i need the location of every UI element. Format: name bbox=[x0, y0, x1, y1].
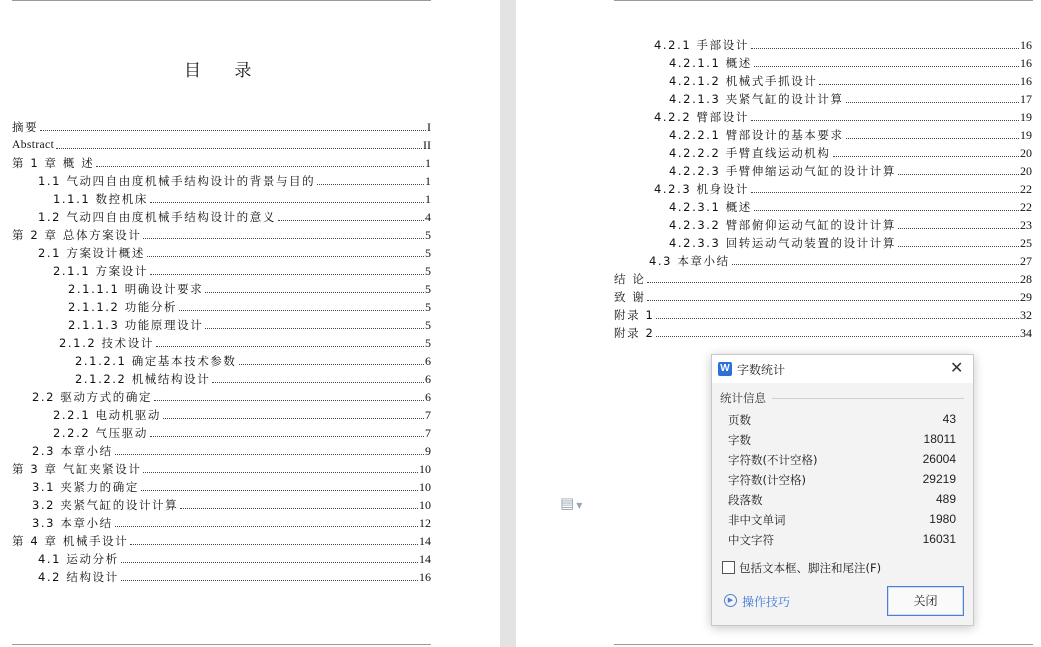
toc-page-number: 6 bbox=[425, 372, 431, 386]
toc-entry[interactable] bbox=[669, 89, 1032, 106]
toc-leader-dots bbox=[180, 508, 418, 509]
toc-entry[interactable] bbox=[68, 279, 431, 296]
toc-entry-text: 2.3 本章小结 bbox=[32, 444, 113, 458]
stat-value: 489 bbox=[935, 492, 956, 506]
toc-entry[interactable] bbox=[12, 531, 431, 548]
toc-entry-text: 4.2.2.2 手臂直线运动机构 bbox=[669, 146, 831, 160]
toc-entry[interactable] bbox=[32, 495, 431, 512]
toc-entry-text: 第 1 章 概 述 bbox=[12, 156, 95, 170]
stat-row bbox=[728, 432, 956, 450]
toc-leader-dots bbox=[143, 238, 424, 239]
toc-entry[interactable] bbox=[32, 513, 431, 530]
toc-page-number: 32 bbox=[1020, 308, 1032, 322]
toc-leader-dots bbox=[163, 418, 424, 419]
toc-page-number: 17 bbox=[1020, 92, 1032, 106]
toc-page-number: 6 bbox=[425, 354, 431, 368]
toc-entry[interactable] bbox=[649, 251, 1032, 268]
toc-page-number: 19 bbox=[1020, 110, 1032, 124]
toc-entry-text: 2.1.2 技术设计 bbox=[59, 336, 154, 350]
toc-leader-dots bbox=[846, 138, 1019, 139]
stat-label: 页数 bbox=[728, 413, 751, 427]
toc-leader-dots bbox=[751, 48, 1019, 49]
toc-entry-text: 4.2.1 手部设计 bbox=[654, 38, 749, 52]
toc-page-number: 14 bbox=[419, 552, 431, 566]
toc-page-number: 1 bbox=[425, 156, 431, 170]
toc-entry[interactable] bbox=[53, 405, 431, 422]
close-icon[interactable]: ✕ bbox=[950, 358, 964, 377]
toc-entry[interactable] bbox=[669, 161, 1032, 178]
toc-page-number: 1 bbox=[425, 174, 431, 188]
toc-leader-dots bbox=[819, 84, 1019, 85]
toc-entry[interactable] bbox=[614, 287, 1032, 304]
toc-entry[interactable] bbox=[53, 423, 431, 440]
toc-page-number: 5 bbox=[425, 228, 431, 242]
toc-entry-text: 4.2.3.2 臂部俯仰运动气缸的设计计算 bbox=[669, 218, 896, 232]
toc-entry[interactable] bbox=[75, 351, 431, 368]
toc-page-number: 9 bbox=[425, 444, 431, 458]
stat-label: 字符数(计空格) bbox=[728, 473, 806, 487]
toc-leader-dots bbox=[239, 364, 425, 365]
toc-entry[interactable] bbox=[654, 179, 1032, 196]
toc-page-number: 7 bbox=[425, 408, 431, 422]
toc-entry-text: 3.2 夹紧气缸的设计计算 bbox=[32, 498, 179, 512]
dialog-titlebar bbox=[712, 355, 973, 383]
toc-leader-dots bbox=[150, 274, 424, 275]
toc-entry[interactable] bbox=[38, 243, 431, 260]
toc-leader-dots bbox=[143, 472, 418, 473]
toc-entry-text: 4.2.2 臂部设计 bbox=[654, 110, 749, 124]
stat-label: 字符数(不计空格) bbox=[728, 453, 818, 467]
toc-page-number: 14 bbox=[419, 534, 431, 548]
stat-label: 中文字符 bbox=[728, 533, 774, 547]
toc-leader-dots bbox=[115, 526, 418, 527]
toc-leader-dots bbox=[150, 436, 424, 437]
toc-page-number: 5 bbox=[425, 282, 431, 296]
play-circle-icon[interactable]: ▶ bbox=[724, 594, 737, 607]
stat-value: 26004 bbox=[922, 452, 956, 466]
toc-leader-dots bbox=[656, 318, 1019, 319]
toc-page-number: 6 bbox=[425, 390, 431, 404]
toc-leader-dots bbox=[732, 264, 1019, 265]
toc-leader-dots bbox=[154, 400, 424, 401]
stat-value: 29219 bbox=[922, 472, 956, 486]
stat-row bbox=[728, 532, 956, 550]
toc-entry[interactable] bbox=[53, 261, 431, 278]
toc-page-number: 16 bbox=[1020, 74, 1032, 88]
toc-page-number: 7 bbox=[425, 426, 431, 440]
toc-leader-dots bbox=[754, 66, 1019, 67]
toc-page-number: 22 bbox=[1020, 200, 1032, 214]
toc-entry[interactable] bbox=[12, 459, 431, 476]
page-bottom-border bbox=[614, 644, 1033, 645]
toc-leader-dots bbox=[898, 174, 1019, 175]
toc-page-number: 20 bbox=[1020, 146, 1032, 160]
toc-leader-dots bbox=[278, 220, 424, 221]
toc-page-number: 10 bbox=[419, 462, 431, 476]
toc-page-number: 28 bbox=[1020, 272, 1032, 286]
toc-leader-dots bbox=[656, 336, 1019, 337]
page-top-border bbox=[614, 0, 1033, 1]
section-divider bbox=[772, 398, 964, 399]
toc-leader-dots bbox=[179, 310, 424, 311]
stat-label: 段落数 bbox=[728, 493, 763, 507]
toc-entry[interactable] bbox=[32, 441, 431, 458]
toc-entry-text: 第 4 章 机械手设计 bbox=[12, 534, 129, 548]
toc-leader-dots bbox=[150, 202, 424, 203]
stat-label: 字数 bbox=[728, 433, 751, 447]
toc-entry[interactable] bbox=[38, 567, 431, 584]
toc-leader-dots bbox=[647, 300, 1019, 301]
toc-entry-text: 4.2.1.3 夹紧气缸的设计计算 bbox=[669, 92, 844, 106]
toc-leader-dots bbox=[751, 192, 1019, 193]
toc-entry-text: 4.1 运动分析 bbox=[38, 552, 119, 566]
toc-leader-dots bbox=[141, 490, 418, 491]
toc-page-number: 5 bbox=[425, 300, 431, 314]
section-label: 统计信息 bbox=[720, 391, 766, 405]
toc-leader-dots bbox=[121, 580, 418, 581]
tips-link[interactable]: 操作技巧 bbox=[742, 595, 791, 609]
toc-entry[interactable] bbox=[32, 387, 431, 404]
toc-leader-dots bbox=[751, 120, 1019, 121]
page-top-border bbox=[12, 0, 431, 1]
toc-leader-dots bbox=[40, 130, 426, 131]
toc-page-number: 1 bbox=[425, 192, 431, 206]
toc-entry[interactable] bbox=[669, 125, 1032, 142]
toc-entry-text: 2.1.1.1 明确设计要求 bbox=[68, 282, 204, 296]
toc-page-number: 10 bbox=[419, 480, 431, 494]
toc-leader-dots bbox=[96, 166, 424, 167]
toc-entry-text: 2.1.1.3 功能原理设计 bbox=[68, 318, 204, 332]
toc-page-number: 4 bbox=[425, 210, 431, 224]
toc-entry[interactable] bbox=[75, 369, 431, 386]
stat-label: 非中文单词 bbox=[728, 513, 786, 527]
stat-row bbox=[728, 492, 956, 510]
toc-entry[interactable] bbox=[669, 143, 1032, 160]
toc-entry[interactable] bbox=[614, 269, 1032, 286]
toc-leader-dots bbox=[147, 256, 424, 257]
stat-value: 43 bbox=[942, 412, 956, 426]
toc-entry-text: 4.2.2.1 臂部设计的基本要求 bbox=[669, 128, 844, 142]
chevron-down-icon: ▼ bbox=[576, 501, 583, 510]
toc-page-number: 22 bbox=[1020, 182, 1032, 196]
toc-entry-text: 4.2 结构设计 bbox=[38, 570, 119, 584]
toc-leader-dots bbox=[205, 328, 424, 329]
toc-entry[interactable] bbox=[669, 233, 1032, 250]
toc-entry-text: 3.3 本章小结 bbox=[32, 516, 113, 530]
toc-entry-text: 附录 1 bbox=[614, 308, 655, 322]
toc-entry-text: 2.2.1 电动机驱动 bbox=[53, 408, 162, 422]
close-button[interactable]: 关闭 bbox=[887, 586, 964, 616]
stat-row bbox=[728, 512, 956, 530]
toc-entry-text: 2.1.1.2 功能分析 bbox=[68, 300, 178, 314]
toc-leader-dots bbox=[121, 562, 418, 563]
toc-entry-text: 第 3 章 气缸夹紧设计 bbox=[12, 462, 142, 476]
toc-leader-dots bbox=[317, 184, 424, 185]
toc-leader-dots bbox=[156, 346, 424, 347]
toc-entry-text: 2.2.2 气压驱动 bbox=[53, 426, 148, 440]
toc-entry[interactable] bbox=[669, 53, 1032, 70]
toc-entry[interactable] bbox=[654, 107, 1032, 124]
toc-entry-text: 致 谢 bbox=[614, 290, 646, 304]
toc-entry-text: 2.1.1 方案设计 bbox=[53, 264, 148, 278]
page-gap bbox=[500, 0, 516, 647]
toc-entry[interactable] bbox=[614, 305, 1032, 322]
toc-entry-text: 4.3 本章小结 bbox=[649, 254, 730, 268]
toc-page-number: 29 bbox=[1020, 290, 1032, 304]
stat-row bbox=[728, 412, 956, 430]
toc-leader-dots bbox=[846, 102, 1019, 103]
toc-leader-dots bbox=[56, 148, 422, 149]
toc-entry[interactable] bbox=[614, 323, 1032, 340]
toc-entry[interactable] bbox=[32, 477, 431, 494]
toc-entry[interactable] bbox=[68, 315, 431, 332]
toc-entry-text: 2.1 方案设计概述 bbox=[38, 246, 145, 260]
stat-value: 1980 bbox=[929, 512, 956, 526]
toc-entry-text: 2.1.2.1 确定基本技术参数 bbox=[75, 354, 237, 368]
stat-value: 16031 bbox=[922, 532, 956, 546]
toc-entry-text: 第 2 章 总体方案设计 bbox=[12, 228, 142, 242]
dialog-title: 字数统计 bbox=[737, 363, 786, 377]
toc-page-number: II bbox=[423, 138, 431, 152]
toc-leader-dots bbox=[647, 282, 1019, 283]
toc-leader-dots bbox=[898, 246, 1019, 247]
toc-page-number: 16 bbox=[419, 570, 431, 584]
word-count-dialog bbox=[711, 354, 974, 626]
document-options-icon[interactable]: ▤ ▼ bbox=[560, 494, 583, 512]
toc-entry-text: 1.2 气动四自由度机械手结构设计的意义 bbox=[38, 210, 276, 224]
page-bottom-border bbox=[12, 644, 431, 645]
toc-entry-text: 4.2.3 机身设计 bbox=[654, 182, 749, 196]
toc-entry-text: 4.2.3.1 概述 bbox=[669, 200, 752, 214]
toc-entry[interactable] bbox=[12, 225, 431, 242]
stat-value: 18011 bbox=[923, 432, 956, 446]
toc-page-number: 25 bbox=[1020, 236, 1032, 250]
toc-page-number: 5 bbox=[425, 264, 431, 278]
toc-entry-text: 摘要 bbox=[12, 120, 39, 134]
toc-leader-dots bbox=[898, 228, 1019, 229]
toc-page-number: 5 bbox=[425, 318, 431, 332]
toc-leader-dots bbox=[130, 544, 418, 545]
toc-page-number: 12 bbox=[419, 516, 431, 530]
toc-page-number: 5 bbox=[425, 246, 431, 260]
toc-entry[interactable] bbox=[12, 117, 431, 134]
stat-row bbox=[728, 452, 956, 470]
toc-page-number: 20 bbox=[1020, 164, 1032, 178]
toc-page-number: 34 bbox=[1020, 326, 1032, 340]
toc-entry-text: 4.2.1.2 机械式手抓设计 bbox=[669, 74, 818, 88]
toc-page-number: 16 bbox=[1020, 38, 1032, 52]
include-notes-label[interactable]: 包括文本框、脚注和尾注(F) bbox=[739, 561, 882, 575]
toc-entry-text: 4.2.3.3 回转运动气动装置的设计计算 bbox=[669, 236, 896, 250]
toc-leader-dots bbox=[833, 156, 1020, 157]
stat-row bbox=[728, 472, 956, 490]
toc-entry-text: 2.1.2.2 机械结构设计 bbox=[75, 372, 211, 386]
toc-leader-dots bbox=[212, 382, 424, 383]
toc-entry-text: 4.2.1.1 概述 bbox=[669, 56, 752, 70]
toc-entry-text: 3.1 夹紧力的确定 bbox=[32, 480, 139, 494]
toc-page-number: 23 bbox=[1020, 218, 1032, 232]
toc-entry-text: 结 论 bbox=[614, 272, 646, 286]
include-notes-checkbox[interactable] bbox=[722, 561, 735, 574]
toc-entry-text: 1.1.1 数控机床 bbox=[53, 192, 148, 206]
toc-page-number: 5 bbox=[425, 336, 431, 350]
toc-leader-dots bbox=[205, 292, 424, 293]
toc-entry[interactable] bbox=[12, 135, 431, 152]
toc-entry[interactable] bbox=[12, 153, 431, 170]
toc-entry[interactable] bbox=[68, 297, 431, 314]
toc-entry[interactable] bbox=[669, 215, 1032, 232]
toc-entry-text: 2.2 驱动方式的确定 bbox=[32, 390, 153, 404]
toc-entry-text: 附录 2 bbox=[614, 326, 655, 340]
toc-entry[interactable] bbox=[654, 35, 1032, 52]
toc-page-number: I bbox=[427, 120, 431, 134]
toc-entry-text: 1.1 气动四自由度机械手结构设计的背景与目的 bbox=[38, 174, 316, 188]
toc-title: 目 录 bbox=[184, 61, 266, 81]
toc-leader-dots bbox=[754, 210, 1019, 211]
toc-page-number: 10 bbox=[419, 498, 431, 512]
toc-entry-text: 4.2.2.3 手臂伸缩运动气缸的设计计算 bbox=[669, 164, 896, 178]
toc-page-number: 19 bbox=[1020, 128, 1032, 142]
toc-page-number: 16 bbox=[1020, 56, 1032, 70]
toc-entry[interactable] bbox=[53, 189, 431, 206]
toc-entry-text: Abstract bbox=[12, 139, 55, 151]
toc-entry[interactable] bbox=[669, 197, 1032, 214]
document-page-left bbox=[0, 0, 500, 647]
toc-entry[interactable] bbox=[59, 333, 431, 350]
wps-writer-logo-icon: W bbox=[718, 362, 732, 376]
toc-entry[interactable] bbox=[38, 171, 431, 188]
toc-entry[interactable] bbox=[38, 549, 431, 566]
toc-entry[interactable] bbox=[669, 71, 1032, 88]
toc-leader-dots bbox=[115, 454, 424, 455]
toc-page-number: 27 bbox=[1020, 254, 1032, 268]
toc-entry[interactable] bbox=[38, 207, 431, 224]
